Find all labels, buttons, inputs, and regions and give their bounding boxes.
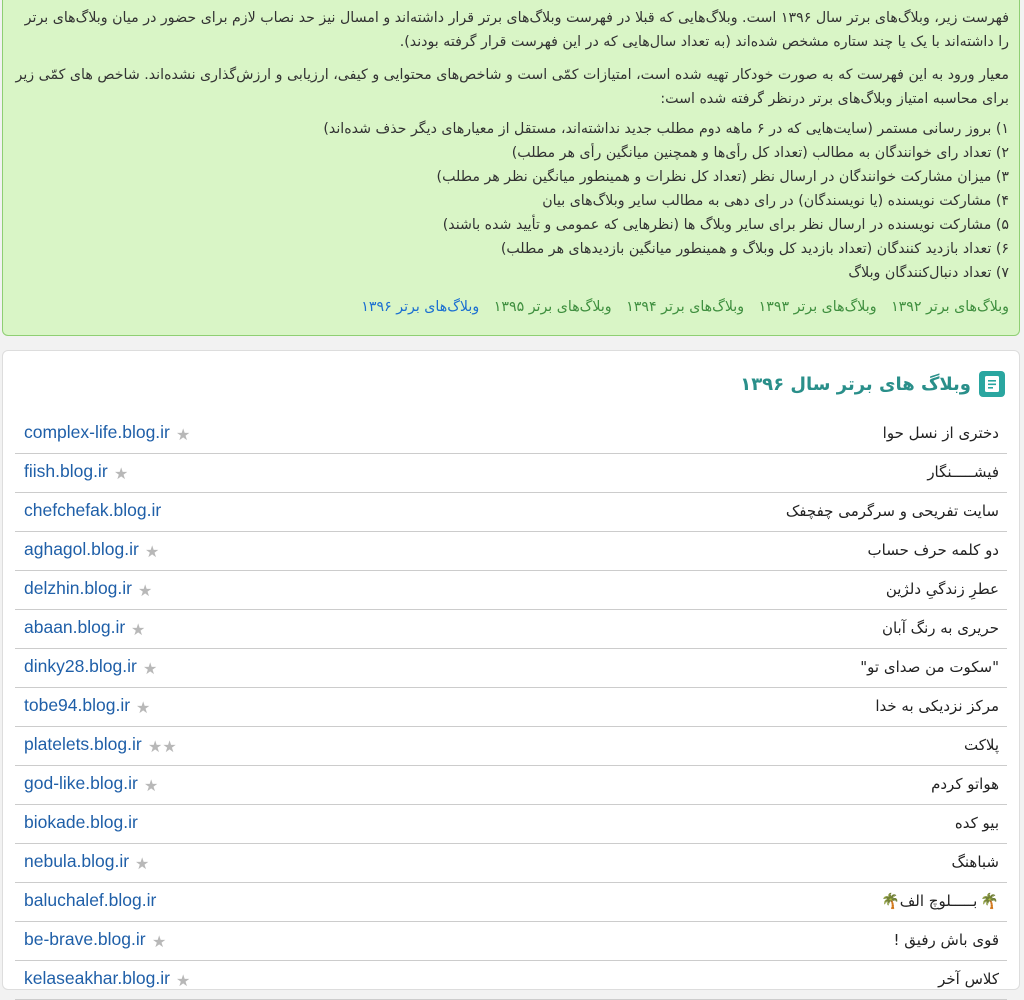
top-blogs-panel — [2, 350, 1020, 990]
blog-url-link[interactable]: delzhin.blog.ir — [24, 578, 132, 598]
info-box — [2, 0, 1020, 336]
blog-name-text: پلاکت — [964, 736, 999, 754]
blog-url-link[interactable]: platelets.blog.ir — [24, 734, 142, 754]
blog-name[interactable] — [860, 658, 999, 676]
blog-name[interactable] — [875, 697, 999, 715]
criteria-item: ۵) مشارکت نویسنده در ارسال نظر برای سایر وبلاگ ها (نظرهایی که عمومی و تأیید شده باشند) — [442, 217, 1009, 233]
blog-name-text: حریری به رنگ آبان — [881, 619, 999, 637]
blog-list — [15, 415, 1007, 1000]
blog-name-text: شباهنگ — [951, 853, 999, 871]
blog-url-link[interactable]: fiish.blog.ir — [24, 461, 108, 481]
blog-name[interactable] — [894, 931, 999, 949]
blog-row — [15, 961, 1007, 1000]
star-rating — [114, 464, 128, 483]
blog-name-text: دختری از نسل حوا — [882, 424, 999, 442]
blog-row — [15, 883, 1007, 922]
star-icon: ★ — [152, 932, 167, 951]
blog-url-link[interactable]: dinky28.blog.ir — [24, 656, 137, 676]
star-icon: ★ — [143, 659, 158, 678]
blog-name-text: عطرِ زندگیِ دلژین — [885, 580, 999, 598]
blog-url-link[interactable]: nebula.blog.ir — [24, 851, 130, 871]
blog-row — [15, 766, 1007, 805]
blog-name-text: فیشـــــنگار — [927, 463, 999, 481]
blog-row — [15, 727, 1007, 766]
star-rating — [176, 425, 190, 444]
blog-row — [15, 415, 1007, 454]
blog-row — [15, 610, 1007, 649]
criteria-item: ۳) میزان مشارکت خوانندگان در ارسال نظر (تعداد کل نظرات و همینطور میانگین نظر هر مطلب) — [436, 169, 1009, 185]
year-link-1394[interactable]: وبلاگ‌های برتر ۱۳۹۴ — [626, 299, 745, 315]
blog-row — [15, 493, 1007, 532]
blog-name[interactable] — [878, 892, 999, 910]
star-icon: ★ — [114, 464, 129, 483]
criteria-item: ۷) تعداد دنبال‌کنندگان وبلاگ — [848, 265, 1009, 281]
blog-name-text: مرکز نزدیکی به خدا — [875, 697, 999, 715]
blog-name[interactable] — [931, 775, 999, 793]
blog-row — [15, 649, 1007, 688]
blog-row — [15, 922, 1007, 961]
star-rating — [135, 854, 149, 873]
year-link-1393[interactable]: وبلاگ‌های برتر ۱۳۹۳ — [758, 299, 877, 315]
blog-name[interactable] — [955, 814, 999, 832]
blog-name[interactable] — [886, 580, 999, 598]
blog-name-text: کلاس آخر — [938, 970, 999, 988]
star-icon: ★ — [162, 737, 177, 756]
criteria-list — [13, 117, 1009, 285]
blog-row — [15, 688, 1007, 727]
panel-title: وبلاگ های برتر سال ۱۳۹۶ — [740, 373, 971, 395]
blog-row — [15, 805, 1007, 844]
blog-name-text: سایت تفریحی و سرگرمی چفچفک — [785, 502, 999, 520]
star-rating — [176, 971, 190, 990]
blog-name[interactable] — [882, 619, 999, 637]
criteria-item: ۴) مشارکت نویسنده (یا نویسندگان) در رای دهی به مطالب سایر وبلاگ‌های بیان — [542, 193, 1009, 209]
criteria-text: معیار ورود به این فهرست که به صورت خودکار تهیه شده است، امتیازات کمّی است و شاخص‌های محتوایی و کیفی، ارزیابی و ارزش‌گذاری نشده‌اند. شاخص های کمّی زیر برای محاسبه امتیاز وبلاگ‌های برتر درنظر گرفته شده است: — [15, 67, 1009, 107]
panel-header — [740, 371, 1005, 397]
star-icon: ★ — [176, 971, 191, 990]
blog-url-link[interactable]: be-brave.blog.ir — [24, 929, 146, 949]
blog-name[interactable] — [964, 736, 999, 754]
blog-url-link[interactable]: kelaseakhar.blog.ir — [24, 968, 170, 988]
blog-row — [15, 454, 1007, 493]
criteria-item: ۱) بروز رسانی مستمر (سایت‌هایی که در ۶ ماهه دوم مطلب جدید نداشته‌اند، مستقل از معیارهای دیگر حذف شده‌اند) — [323, 121, 1009, 137]
blog-url-link[interactable]: chefchefak.blog.ir — [24, 500, 162, 520]
year-link-1395[interactable]: وبلاگ‌های برتر ۱۳۹۵ — [493, 299, 612, 315]
intro-text: فهرست زیر، وبلاگ‌های برتر سال ۱۳۹۶ است. وبلاگ‌هایی که قبلا در فهرست وبلاگ‌های برتر قرار داشته‌اند و امسال نیز حد نصاب لازم برای حضور در میان وبلاگ‌های برتر را داشته‌اند با یک یا چند ستاره مشخص شده‌اند (به تعداد سال‌هایی که در این فهرست قرار گرفته بودند). — [24, 10, 1009, 50]
star-rating — [148, 737, 177, 756]
star-icon: ★ — [138, 581, 153, 600]
blog-row — [15, 844, 1007, 883]
palm-icon: 🌴 — [881, 892, 900, 910]
star-rating — [136, 698, 150, 717]
blog-url-link[interactable]: aghagol.blog.ir — [24, 539, 139, 559]
blog-row — [15, 571, 1007, 610]
star-rating — [152, 932, 166, 951]
palm-icon: 🌴 — [980, 892, 999, 910]
year-link-1392[interactable]: وبلاگ‌های برتر ۱۳۹۲ — [891, 299, 1009, 315]
star-icon: ★ — [176, 425, 191, 444]
blog-name[interactable] — [786, 502, 999, 520]
blog-name[interactable] — [927, 463, 999, 481]
blog-url-link[interactable]: complex-life.blog.ir — [24, 422, 170, 442]
blog-name-text: قوی باش رفیق ! — [893, 931, 999, 949]
blog-url-link[interactable]: baluchalef.blog.ir — [24, 890, 157, 910]
criteria-item: ۶) تعداد بازدید کنندگان (تعداد بازدید کل وبلاگ و همینطور میانگین بازدیدهای هر مطلب) — [500, 241, 1009, 257]
star-icon: ★ — [145, 542, 160, 561]
blog-name-text: هواتو کردم — [931, 775, 999, 793]
blog-name-text: بیو کده — [954, 814, 999, 832]
star-rating — [145, 542, 159, 561]
blog-name-text: بـــــلوچ الف — [899, 892, 978, 910]
star-icon: ★ — [135, 854, 150, 873]
blog-row — [15, 532, 1007, 571]
blog-url-link[interactable]: god-like.blog.ir — [24, 773, 138, 793]
blog-url-link[interactable]: biokade.blog.ir — [24, 812, 138, 832]
blog-name[interactable] — [938, 970, 999, 988]
star-icon: ★ — [131, 620, 146, 639]
star-icon: ★ — [148, 737, 163, 756]
star-rating — [138, 581, 152, 600]
blog-url-link[interactable]: tobe94.blog.ir — [24, 695, 131, 715]
star-rating — [143, 659, 157, 678]
blog-name[interactable] — [868, 541, 1000, 559]
year-links — [13, 295, 1009, 319]
blog-name[interactable] — [883, 424, 999, 442]
year-link-1396[interactable]: وبلاگ‌های برتر ۱۳۹۶ — [361, 299, 480, 315]
blog-name-text: "سکوت من صدای تو" — [860, 658, 999, 676]
document-icon — [979, 371, 1005, 397]
blog-name-text: دو کلمه حرف حساب — [867, 541, 999, 559]
star-icon: ★ — [144, 776, 159, 795]
blog-url-link[interactable]: abaan.blog.ir — [24, 617, 126, 637]
star-rating — [144, 776, 158, 795]
star-rating — [131, 620, 145, 639]
criteria-item: ۲) تعداد رای خوانندگان به مطالب (تعداد کل رأی‌ها و همچنین میانگین رأی هر مطلب) — [511, 145, 1009, 161]
blog-name[interactable] — [951, 853, 999, 871]
star-icon: ★ — [136, 698, 151, 717]
